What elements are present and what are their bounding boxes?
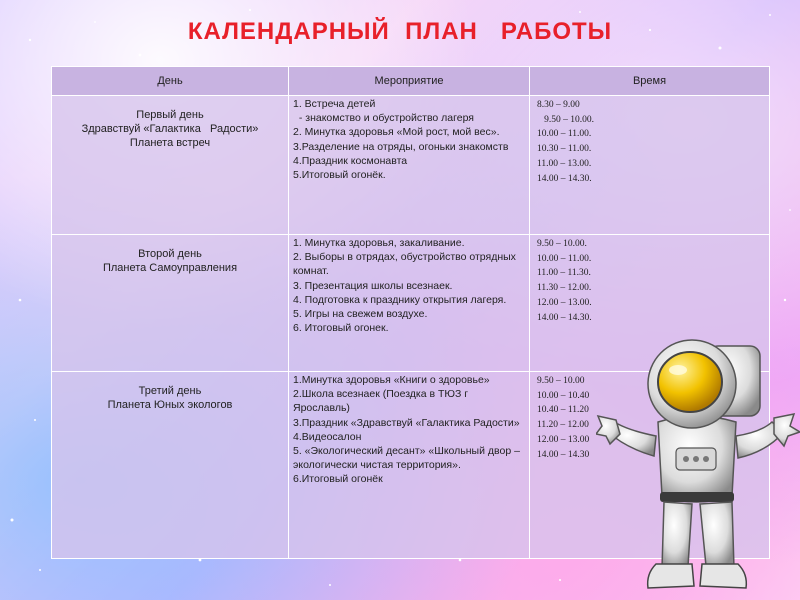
day-cell — [52, 372, 289, 559]
events-cell — [289, 372, 530, 559]
time-item: 10.00 – 11.00. — [537, 129, 592, 140]
day-line: Третий день — [138, 385, 202, 397]
day-line: Планета Самоуправления — [102, 262, 238, 274]
time-item: 11.30 – 12.00. — [537, 283, 592, 294]
event-item: 2. Минутка здоровья «Мой рост, мой вес». — [293, 126, 500, 139]
page-title: КАЛЕНДАРНЫЙ ПЛАН РАБОТЫ — [187, 18, 613, 45]
time-item: 9.50 – 10.00. — [537, 239, 587, 249]
time-item: 11.20 – 12.00 — [537, 420, 589, 431]
events-cell — [289, 96, 530, 235]
time-item: 12.00 – 13.00. — [537, 297, 592, 308]
time-item: 14.00 – 14.30. — [537, 173, 592, 184]
time-item: 11.00 – 13.00. — [537, 158, 592, 169]
event-item: - знакомство и обустройство лагеря — [293, 112, 474, 125]
event-item: 5. «Экологический десант» «Школьный двор – экологически чистая территория». — [293, 445, 520, 472]
event-item: 4.Видеосалон — [293, 430, 362, 443]
time-item: 10.00 – 11.00. — [537, 253, 592, 264]
time-item: 10.40 – 11.20 — [537, 405, 589, 416]
time-item: 8.30 – 9.00 — [537, 100, 580, 110]
time-item: 9.50 – 10.00 — [537, 376, 585, 386]
time-item: 14.00 – 14.30. — [537, 312, 592, 323]
event-item: 6.Итоговый огонёк — [293, 473, 383, 486]
time-item: 12.00 – 13.00 — [537, 434, 590, 445]
event-item: 5. Игры на свежем воздухе. — [293, 308, 428, 321]
event-item: 1. Встреча детей — [293, 98, 376, 110]
event-item: 3.Разделение на отряды, огоньки знакомств — [293, 140, 509, 153]
event-item: 2.Школа всезнаек (Поездка в ТЮЗ г Ярославль) — [293, 388, 469, 415]
event-item: 3. Презентация школы всезнаек. — [293, 279, 453, 292]
day-line: Первый день — [136, 109, 204, 121]
day-line: Планета встреч — [129, 137, 211, 149]
events-cell — [289, 235, 530, 372]
times-cell — [530, 96, 770, 235]
time-item: 10.00 – 10.40 — [537, 390, 590, 401]
event-item: 2. Выборы в отрядах, обустройство отрядных комнат. — [293, 251, 516, 278]
day-line: Планета Юных экологов — [107, 399, 233, 411]
header-time: Время — [530, 67, 770, 96]
astronaut-illustration — [596, 336, 800, 600]
event-item: 4. Подготовка к празднику открытия лагеря. — [293, 293, 507, 306]
time-item: 9.50 – 10.00. — [537, 114, 594, 125]
event-item: 1.Минутка здоровья «Книги о здоровье» — [293, 374, 490, 386]
time-item: 11.00 – 11.30. — [537, 268, 591, 279]
event-item: 3.Праздник «Здравствуй «Галактика Радости» — [293, 416, 520, 429]
event-item: 6. Итоговый огонек. — [293, 322, 389, 335]
day-cell — [52, 235, 289, 372]
time-item: 10.30 – 11.00. — [537, 144, 592, 155]
table-header-row — [52, 67, 770, 96]
event-item: 5.Итоговый огонёк. — [293, 169, 386, 182]
event-item: 4.Праздник космонавта — [293, 154, 408, 167]
day-cell — [52, 96, 289, 235]
day-line: Второй день — [138, 248, 202, 260]
header-day: День — [52, 67, 289, 96]
time-item: 14.00 – 14.30 — [537, 449, 590, 460]
day-line: Здравствуй «Галактика Радости» — [81, 123, 259, 135]
event-item: 1. Минутка здоровья, закаливание. — [293, 237, 465, 249]
header-event: Мероприятие — [289, 67, 530, 96]
table-row — [52, 96, 770, 235]
